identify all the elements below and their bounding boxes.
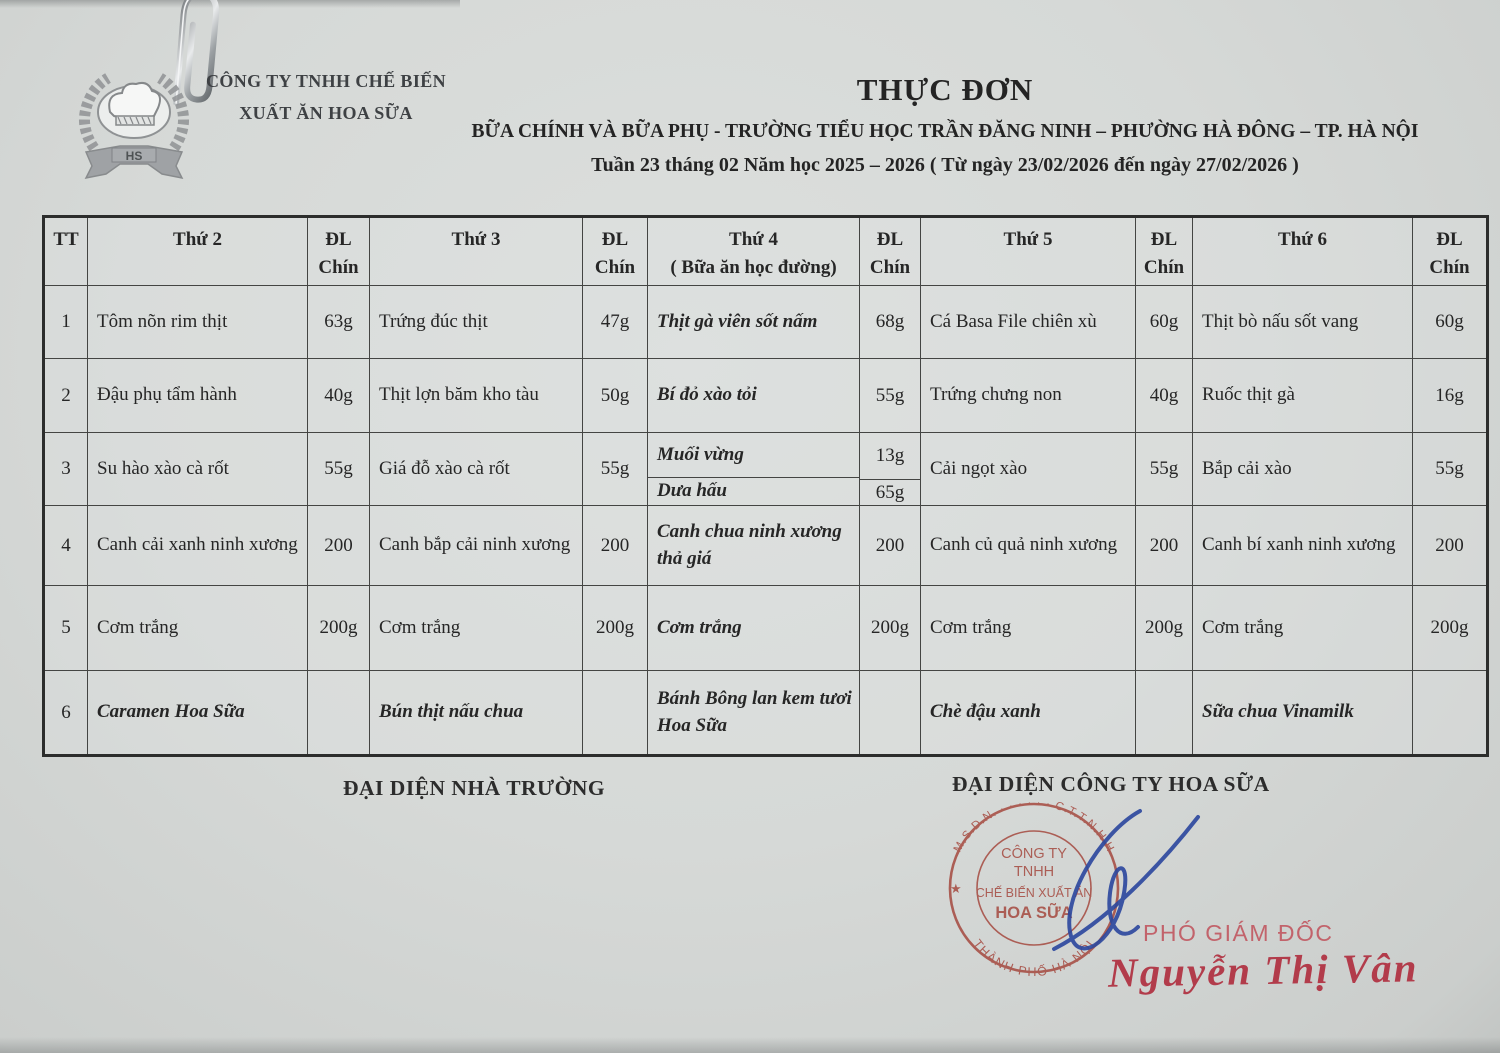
qty-cell: 68g <box>860 286 921 359</box>
dish-cell: Bánh Bông lan kem tươi Hoa Sữa <box>648 671 860 754</box>
school-meal-note: ( Bữa ăn học đường) <box>670 256 837 278</box>
dish-cell: Trứng chưng non <box>921 359 1136 433</box>
dish-cell: Cải ngọt xào <box>921 433 1136 506</box>
dish-cell: Giá đỗ xào cà rốt <box>370 433 583 506</box>
dish-cell: Cơm trắng <box>921 586 1136 671</box>
company-name <box>196 66 456 129</box>
col-header-dl-1: ĐL Chín <box>308 218 370 286</box>
row-number: 4 <box>45 506 88 586</box>
col-header-dl-3: ĐL Chín <box>860 218 921 286</box>
qty-cell: 16g <box>1413 359 1486 433</box>
row-number: 2 <box>45 359 88 433</box>
qty-cell: 63g <box>308 286 370 359</box>
col-header-friday: Thứ 6 <box>1193 218 1413 286</box>
qty-cell <box>860 671 921 754</box>
col-header-wednesday: Thứ 4 ( Bữa ăn học đường) <box>648 218 860 286</box>
dish-subcell: Muối vừng <box>648 433 859 478</box>
dish-cell: Đậu phụ tẩm hành <box>88 359 308 433</box>
row-number: 6 <box>45 671 88 754</box>
qty-cell: 47g <box>583 286 648 359</box>
dish-cell: Chè đậu xanh <box>921 671 1136 754</box>
col-header-monday: Thứ 2 <box>88 218 308 286</box>
qty-cell-split <box>860 433 921 506</box>
col-header-dl-2: ĐL Chín <box>583 218 648 286</box>
row-number: 1 <box>45 286 88 359</box>
dish-cell: Cơm trắng <box>648 586 860 671</box>
dish-cell: Cơm trắng <box>1193 586 1413 671</box>
qty-cell: 200 <box>308 506 370 586</box>
dish-cell: Cơm trắng <box>370 586 583 671</box>
dish-cell: Thịt gà viên sốt nấm <box>648 286 860 359</box>
company-name-line2: XUẤT ĂN HOA SỮA <box>239 102 413 123</box>
stamp-center-line2: TNHH <box>1013 864 1055 880</box>
company-representative-label: ĐẠI DIỆN CÔNG TY HOA SỮA <box>952 772 1270 796</box>
logo-monogram: HS <box>125 149 143 163</box>
document-header <box>430 72 1460 177</box>
qty-cell: 60g <box>1136 286 1193 359</box>
qty-cell: 200 <box>583 506 648 586</box>
qty-cell: 200g <box>1136 586 1193 671</box>
qty-cell: 50g <box>583 359 648 433</box>
col-header-dl-5: ĐL Chín <box>1413 218 1486 286</box>
col-header-tt: TT <box>45 218 88 286</box>
col-header-tuesday: Thứ 3 <box>370 218 583 286</box>
stamp-ring-top-text: M.S.D.N. · · · · · · C.T.T.N.H.H <box>951 796 1117 855</box>
col-header-thursday: Thứ 5 <box>921 218 1136 286</box>
qty-cell <box>308 671 370 754</box>
col-header-dl-4: ĐL Chín <box>1136 218 1193 286</box>
qty-cell: 55g <box>1413 433 1486 506</box>
document-subtitle: BỮA CHÍNH VÀ BỮA PHỤ - TRƯỜNG TIỂU HỌC TRẦN ĐĂNG NINH – PHƯỜNG HÀ ĐÔNG – TP. HÀ NỘI <box>471 121 1419 142</box>
signer-name: Nguyễn Thị Vân <box>1107 944 1419 996</box>
row-number: 3 <box>45 433 88 506</box>
qty-cell: 40g <box>308 359 370 433</box>
dish-cell: Canh bắp cải ninh xương <box>370 506 583 586</box>
row-number: 5 <box>45 586 88 671</box>
qty-cell: 200 <box>1413 506 1486 586</box>
qty-cell: 200g <box>860 586 921 671</box>
dish-cell: Canh cải xanh ninh xương <box>88 506 308 586</box>
qty-cell: 200g <box>308 586 370 671</box>
qty-cell: 55g <box>583 433 648 506</box>
dish-cell: Bún thịt nấu chua <box>370 671 583 754</box>
qty-cell: 200 <box>860 506 921 586</box>
menu-table <box>42 215 1489 757</box>
company-logo <box>64 60 204 195</box>
qty-cell: 55g <box>308 433 370 506</box>
dish-cell: Su hào xào cà rốt <box>88 433 308 506</box>
qty-cell: 55g <box>860 359 921 433</box>
dish-cell: Cá Basa File chiên xù <box>921 286 1136 359</box>
qty-cell: 200g <box>1413 586 1486 671</box>
company-name-line1: CÔNG TY TNHH CHẾ BIẾN <box>205 71 447 91</box>
dish-cell-split <box>648 433 860 506</box>
qty-cell <box>1413 671 1486 754</box>
stamp-center-line4: HOA SỮA <box>995 904 1073 922</box>
dish-cell: Ruốc thịt gà <box>1193 359 1413 433</box>
qty-cell <box>1136 671 1193 754</box>
stamp-center-line3: CHẾ BIẾN XUẤT ĂN <box>975 886 1093 900</box>
dish-cell: Bắp cải xào <box>1193 433 1413 506</box>
qty-cell: 40g <box>1136 359 1193 433</box>
dish-cell: Sữa chua Vinamilk <box>1193 671 1413 754</box>
qty-cell: 55g <box>1136 433 1193 506</box>
dish-cell: Cơm trắng <box>88 586 308 671</box>
week-range-line: Tuần 23 tháng 02 Năm học 2025 – 2026 ( Từ ngày 23/02/2026 đến ngày 27/02/2026 ) <box>591 154 1299 176</box>
qty-cell: 200 <box>1136 506 1193 586</box>
dish-cell: Canh củ quả ninh xương <box>921 506 1136 586</box>
dish-cell: Trứng đúc thịt <box>370 286 583 359</box>
stamp-center-line1: CÔNG TY <box>1001 846 1067 862</box>
dish-cell: Bí đỏ xào tỏi <box>648 359 860 433</box>
qty-subcell: 13g <box>860 433 920 480</box>
stamp-star-icon: ★ <box>950 881 962 896</box>
dish-subcell: Dưa hấu <box>657 480 727 502</box>
dish-cell: Canh bí xanh ninh xương <box>1193 506 1413 586</box>
position-title: PHÓ GIÁM ĐỐC <box>1143 920 1334 946</box>
stamp-ring-bottom-text: THÀNH PHỐ HÀ NỘI <box>970 936 1098 980</box>
dish-cell: Tôm nõn rim thịt <box>88 286 308 359</box>
qty-cell: 60g <box>1413 286 1486 359</box>
dish-cell: Thịt bò nấu sốt vang <box>1193 286 1413 359</box>
qty-subcell: 65g <box>875 481 905 503</box>
qty-cell <box>583 671 648 754</box>
dish-cell: Thịt lợn băm kho tàu <box>370 359 583 433</box>
qty-cell: 200g <box>583 586 648 671</box>
school-representative-label: ĐẠI DIỆN NHÀ TRƯỜNG <box>343 776 606 800</box>
document-title: THỰC ĐƠN <box>856 72 1034 107</box>
dish-cell: Canh chua ninh xương thả giá <box>648 506 860 586</box>
dish-cell: Caramen Hoa Sữa <box>88 671 308 754</box>
